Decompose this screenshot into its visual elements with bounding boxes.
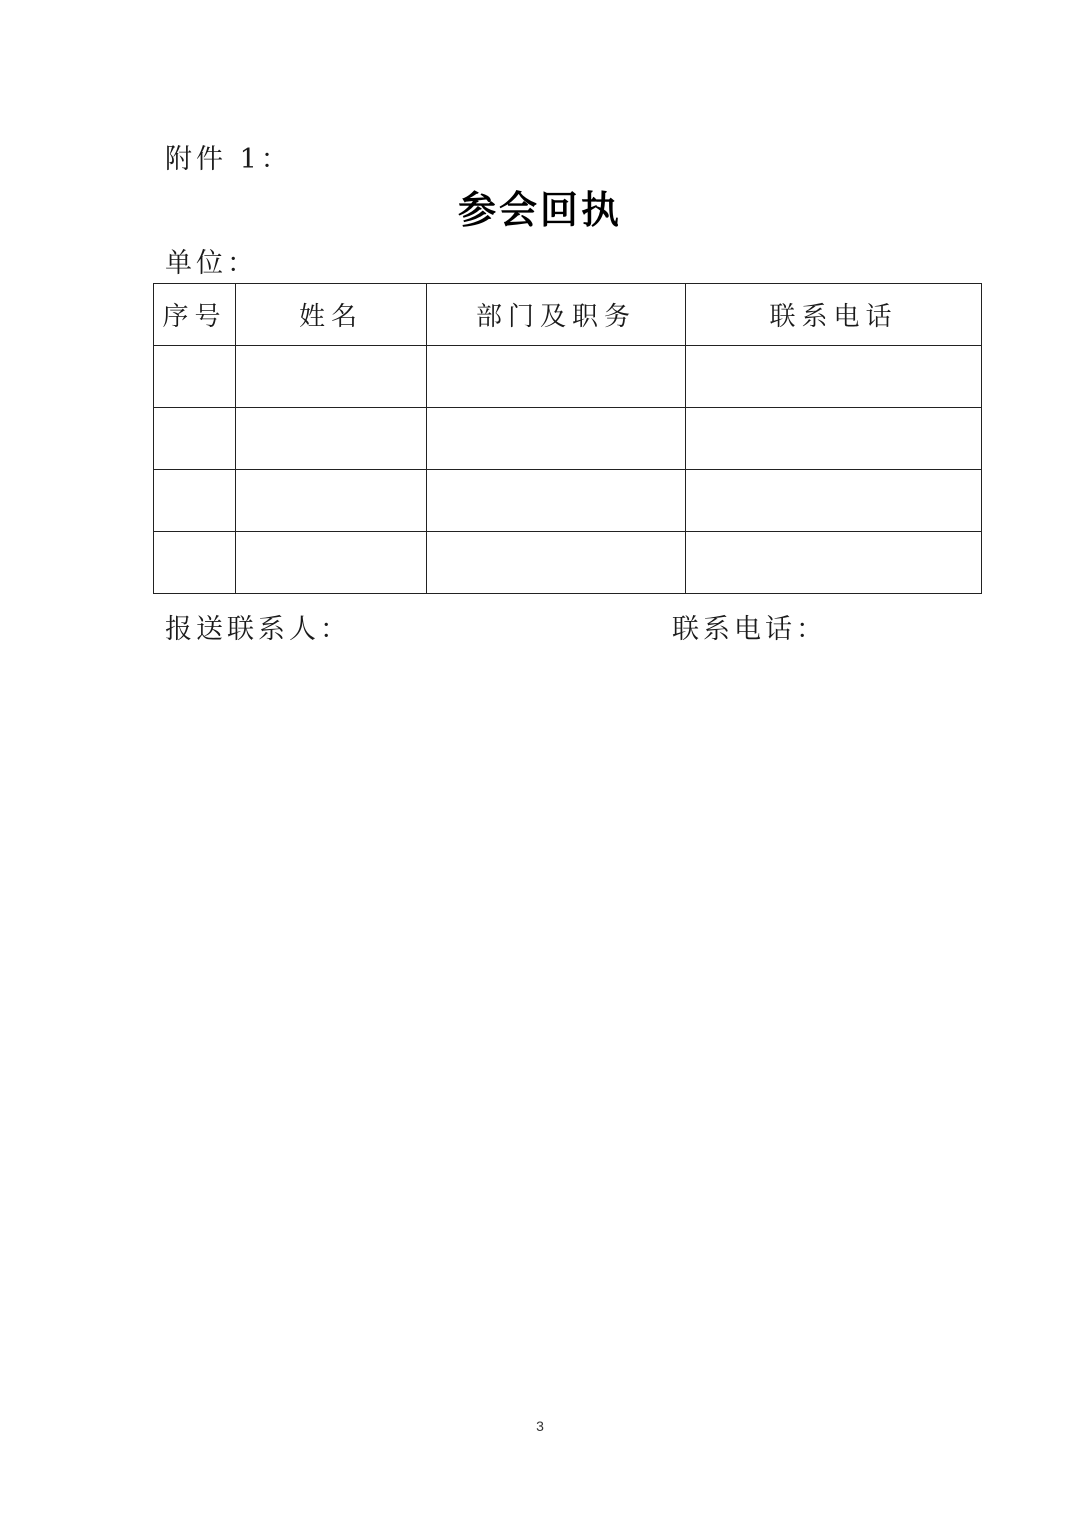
page-title: 参会回执	[457, 188, 622, 232]
header-seq: 序号	[154, 284, 236, 346]
table-cell[interactable]	[686, 470, 982, 532]
table-row	[154, 408, 982, 470]
page-number: 3	[536, 1418, 544, 1434]
table-cell[interactable]	[686, 346, 982, 408]
receipt-table	[153, 283, 982, 594]
footer-contact-label: 报送联系人：	[165, 614, 351, 645]
table-cell[interactable]	[686, 408, 982, 470]
table-cell[interactable]	[154, 346, 236, 408]
table-header-row	[154, 284, 982, 346]
header-name: 姓名	[236, 284, 427, 346]
table-cell[interactable]	[427, 346, 686, 408]
table-cell[interactable]	[236, 408, 427, 470]
table-cell[interactable]	[427, 470, 686, 532]
table-cell[interactable]	[154, 408, 236, 470]
table-cell[interactable]	[236, 470, 427, 532]
table-cell[interactable]	[236, 532, 427, 594]
unit-label: 单位：	[165, 248, 258, 279]
table-cell[interactable]	[154, 532, 236, 594]
table-row	[154, 346, 982, 408]
table-cell[interactable]	[236, 346, 427, 408]
table-row	[154, 470, 982, 532]
table-cell[interactable]	[154, 470, 236, 532]
table-cell[interactable]	[686, 532, 982, 594]
header-dept-position: 部门及职务	[427, 284, 686, 346]
attachment-label: 附件 1：	[165, 144, 292, 175]
header-phone: 联系电话	[686, 284, 982, 346]
table-cell[interactable]	[427, 408, 686, 470]
table-cell[interactable]	[427, 532, 686, 594]
footer-phone-label: 联系电话：	[672, 614, 827, 645]
table-row	[154, 532, 982, 594]
